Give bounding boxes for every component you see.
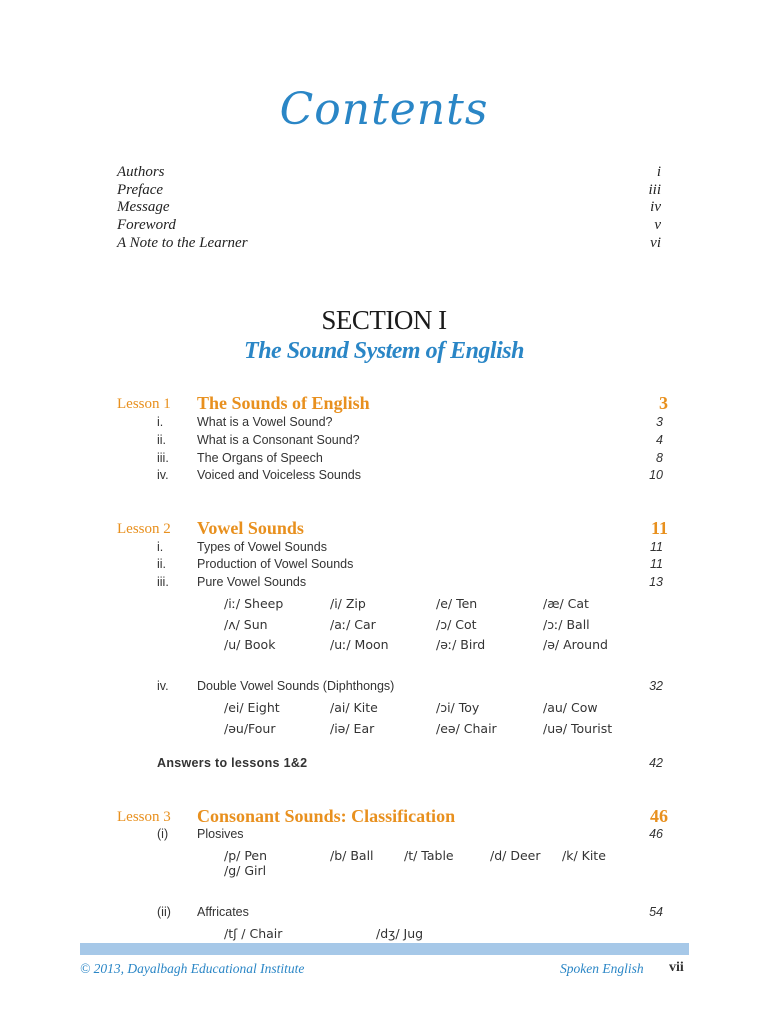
vowel-symbol: /ɔ/ Cot [436,617,477,632]
diphthong-symbol: /ɔi/ Toy [436,700,480,715]
lesson-1-item[interactable]: Voiced and Voiceless Sounds [197,468,362,482]
lesson-1-label: Lesson 1 [117,396,171,412]
affricate-symbol: /tʃ / Chair [224,926,283,941]
lesson-2-title[interactable]: Vowel Sounds [197,518,304,538]
diphthong-symbol: /eə/ Chair [436,721,497,736]
front-item-foreword[interactable]: Foreword [117,217,176,233]
vowel-symbol: /æ/ Cat [543,596,589,611]
section-subtitle: The Sound System of English [244,338,524,364]
diphthong-symbol: /ai/ Kite [330,700,378,715]
lesson-3-item-affricates[interactable]: Affricates [197,905,249,919]
lesson-2-item[interactable]: Types of Vowel Sounds [197,540,327,554]
lesson-1-item-page: 10 [649,468,663,482]
front-page-note: vi [650,235,661,251]
lesson-1-item-numeral: i. [157,415,164,429]
lesson-1-item-page: 3 [656,415,663,429]
front-page-foreword: v [654,217,661,233]
lesson-2-item-numeral: i. [157,540,164,554]
vowel-symbol: /e/ Ten [436,596,478,611]
diphthong-symbol: /ei/ Eight [224,700,280,715]
front-item-authors[interactable]: Authors [117,164,165,180]
vowel-symbol: /u/ Book [224,637,276,652]
vowel-symbol: /ʌ/ Sun [224,617,268,632]
diphthong-symbol: /uə/ Tourist [543,721,613,736]
vowel-symbol: /aː/ Car [330,617,376,632]
page-title: Contents [279,84,489,135]
lesson-1-item[interactable]: What is a Vowel Sound? [197,415,333,429]
plosive-symbol: /p/ Pen [224,848,268,863]
vowel-symbol: /ə/ Around [543,637,608,652]
lesson-3-plosives-page: 46 [649,827,663,841]
section-heading: SECTION I [321,305,447,335]
footer-book-title: Spoken English [560,961,644,976]
front-item-message[interactable]: Message [117,199,170,215]
lesson-2-item[interactable]: Double Vowel Sounds (Diphthongs) [197,679,395,693]
footer-bar [80,943,689,955]
front-page-authors: i [656,164,661,180]
lesson-2-item[interactable]: Pure Vowel Sounds [197,575,307,589]
lesson-3-item-numeral: (i) [157,827,169,841]
answers-entry[interactable]: Answers to lessons 1&2 [157,756,308,770]
plosive-symbol: /b/ Ball [330,848,374,863]
front-page-message: iv [650,199,661,215]
vowel-symbol: /ɔː/ Ball [543,617,590,632]
vowel-symbol: /i/ Zip [330,596,366,611]
diphthong-symbol: /əu/Four [224,721,276,736]
front-item-preface[interactable]: Preface [117,182,164,198]
diphthong-symbol: /au/ Cow [543,700,598,715]
footer-page-number: vii [669,960,684,975]
lesson-2-label: Lesson 2 [117,521,171,537]
lesson-2-item-page: 32 [649,679,663,693]
plosive-symbol: /d/ Deer [490,848,541,863]
front-page-preface: iii [648,182,661,198]
lesson-3-item-plosives[interactable]: Plosives [197,827,244,841]
lesson-2-page: 11 [650,518,668,538]
plosive-symbol: /t/ Table [404,848,454,863]
affricate-symbol: /dʒ/ Jug [376,926,424,941]
vowel-symbol: /uː/ Moon [330,637,389,652]
lesson-3-title[interactable]: Consonant Sounds: Classification [197,806,456,826]
lesson-3-affricates-page: 54 [649,905,663,919]
lesson-3-label: Lesson 3 [117,809,171,825]
lesson-3-page: 46 [650,806,668,826]
lesson-3-item-numeral: (ii) [157,905,171,919]
plosive-symbol: /g/ Girl [224,863,267,878]
lesson-2-item-numeral: iii. [157,575,169,589]
vowel-symbol: /iː/ Sheep [224,596,284,611]
front-item-note[interactable]: A Note to the Learner [117,235,248,251]
lesson-1-item-numeral: iv. [157,468,169,482]
plosive-symbol: /k/ Kite [562,848,606,863]
diphthong-symbol: /iə/ Ear [330,721,375,736]
lesson-1-item[interactable]: The Organs of Speech [197,451,323,465]
lesson-1-item-page: 8 [656,451,663,465]
lesson-1-title[interactable]: The Sounds of English [197,393,370,413]
lesson-2-item[interactable]: Production of Vowel Sounds [197,557,354,571]
lesson-2-item-numeral: iv. [157,679,169,693]
lesson-2-item-page: 13 [649,575,663,589]
lesson-1-page: 3 [659,393,668,413]
lesson-2-item-page: 11 [650,557,663,571]
footer-copyright: © 2013, Dayalbagh Educational Institute [80,961,305,976]
lesson-1-item[interactable]: What is a Consonant Sound? [197,433,360,447]
lesson-2-item-page: 11 [650,540,663,554]
lesson-2-item-numeral: ii. [157,557,167,571]
lesson-1-item-page: 4 [656,433,663,447]
vowel-symbol: /əː/ Bird [436,637,486,652]
lesson-1-item-numeral: iii. [157,451,169,465]
lesson-1-item-numeral: ii. [157,433,167,447]
answers-page: 42 [649,756,663,770]
